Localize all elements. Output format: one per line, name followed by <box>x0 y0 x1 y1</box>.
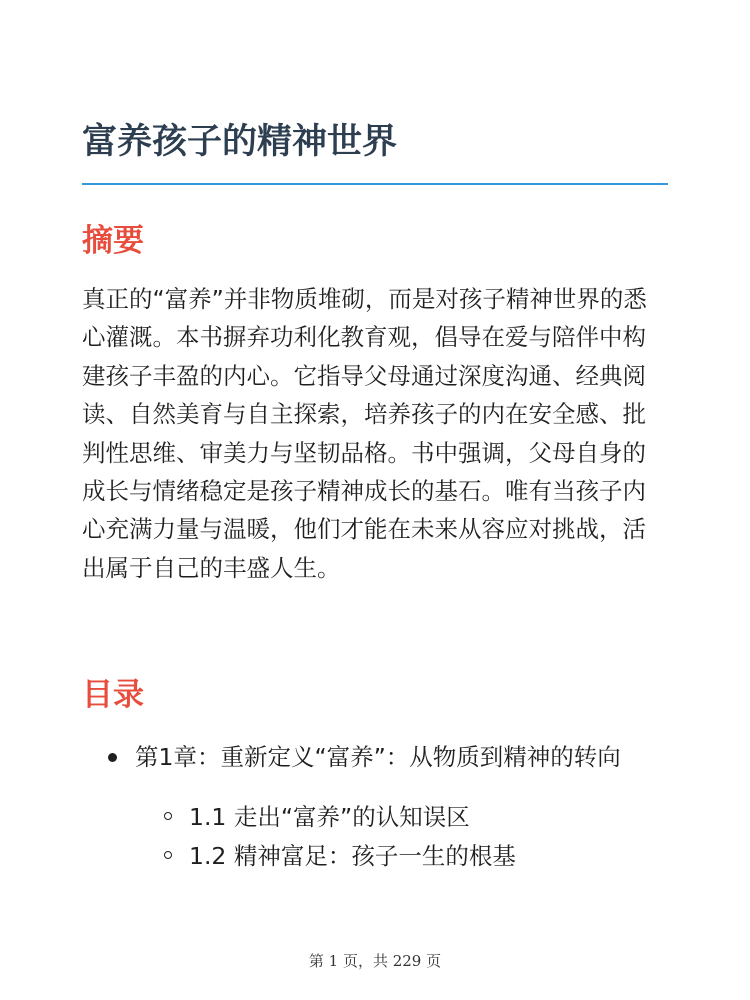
toc-section-item[interactable] <box>135 798 668 837</box>
bullet-disc-icon <box>108 753 117 762</box>
abstract-paragraph: 真正的“富养”并非物质堆砌，而是对孩子精神世界的悉心灌溉。本书摒弃功利化教育观，倡导在爱与陪伴中构建孩子丰盈的内心。它指导父母通过深度沟通、经典阅读、自然美育与自主探索，培养孩子的内在安全感、批判性思维、审美力与坚韧品格。书中强调，父母自身的成长与情绪稳定是孩子精神成长的基石。唯有当孩子内心充满力量与温暖，他们才能在未来从容应对挑战，活出属于自己的丰盛人生。 <box>82 285 647 582</box>
toc-sub-list <box>135 798 668 876</box>
toc-section-label: 1.2 精神富足：孩子一生的根基 <box>189 842 516 871</box>
bullet-circle-icon <box>164 851 172 859</box>
title-divider <box>82 183 668 185</box>
abstract-heading: 摘要 <box>82 223 144 259</box>
bullet-circle-icon <box>164 812 172 820</box>
toc-chapter-label: 第1章：重新定义“富养”：从物质到精神的转向 <box>135 743 621 771</box>
toc-heading: 目录 <box>82 677 144 713</box>
toc-section-label: 1.1 走出“富养”的认知误区 <box>189 803 470 832</box>
toc-section-item[interactable] <box>135 837 668 876</box>
page-number-footer: 第 1 页，共 229 页 <box>308 952 442 970</box>
toc-chapter-item[interactable] <box>82 738 668 876</box>
document-title: 富养孩子的精神世界 <box>82 122 398 162</box>
toc-list <box>82 738 668 876</box>
